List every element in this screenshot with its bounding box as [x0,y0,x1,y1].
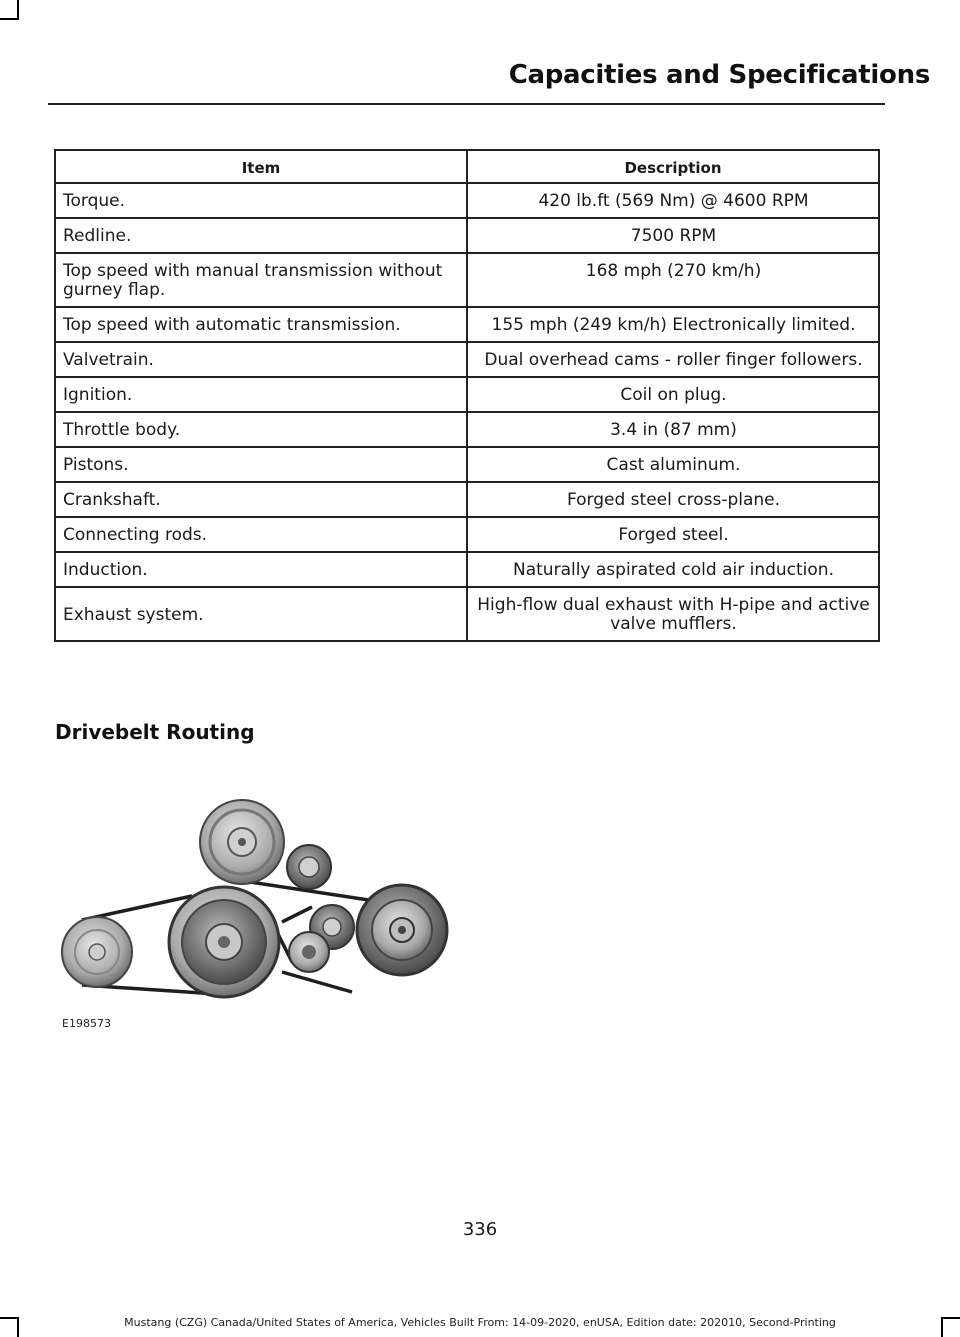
table-header-row [55,150,879,183]
item-cell: Induction. [55,552,467,587]
description-cell: Dual overhead cams - roller finger followers. [467,342,879,377]
power-steering-pulley [200,800,284,884]
item-cell: Ignition. [55,377,467,412]
table-row [55,482,879,517]
item-cell: Redline. [55,218,467,253]
description-cell: 420 lb.ft (569 Nm) @ 4600 RPM [467,183,879,218]
footer-text: Mustang (CZG) Canada/United States of America, Vehicles Built From: 14-09-2020, enUSA, Edition date: 202010, Second-Printing [124,1316,836,1329]
page-number: 336 [462,1219,498,1240]
drivebelt-routing-diagram [52,792,452,1032]
table-row [55,447,879,482]
crop-mark [17,0,19,20]
alternator [357,885,447,975]
description-cell: 3.4 in (87 mm) [467,412,879,447]
crop-mark [0,18,18,20]
page-title: Capacities and Specifications [508,60,930,90]
table-row [55,183,879,218]
title-rule [48,103,885,105]
table-row [55,342,879,377]
table-row [55,253,879,307]
item-cell: Top speed with automatic transmission. [55,307,467,342]
table-row [55,377,879,412]
description-cell: 168 mph (270 km/h) [467,253,879,307]
figure-code: E198573 [62,1017,111,1030]
table-row [55,517,879,552]
item-cell: Connecting rods. [55,517,467,552]
item-cell: Exhaust system. [55,587,467,641]
description-cell: Coil on plug. [467,377,879,412]
water-pump-pulley [62,917,132,987]
description-cell: 7500 RPM [467,218,879,253]
column-header-description: Description [467,150,879,183]
item-cell: Crankshaft. [55,482,467,517]
table-row [55,307,879,342]
specifications-table [54,149,880,642]
description-cell: Cast aluminum. [467,447,879,482]
section-heading: Drivebelt Routing [55,720,255,744]
item-cell: Torque. [55,183,467,218]
description-cell: Naturally aspirated cold air induction. [467,552,879,587]
upper-idler-pulley [287,845,331,889]
item-cell: Top speed with manual transmission without gurney flap. [55,253,467,307]
description-cell: 155 mph (249 km/h) Electronically limited. [467,307,879,342]
description-cell: Forged steel. [467,517,879,552]
item-cell: Pistons. [55,447,467,482]
item-cell: Throttle body. [55,412,467,447]
table-row [55,218,879,253]
table-row [55,552,879,587]
description-cell: Forged steel cross-plane. [467,482,879,517]
table-row [55,587,879,641]
table-row [55,412,879,447]
crankshaft-pulley [169,887,279,997]
item-cell: Valvetrain. [55,342,467,377]
belt-tensioner [289,932,329,972]
column-header-item: Item [55,150,467,183]
description-cell: High-flow dual exhaust with H-pipe and active valve mufflers. [467,587,879,641]
